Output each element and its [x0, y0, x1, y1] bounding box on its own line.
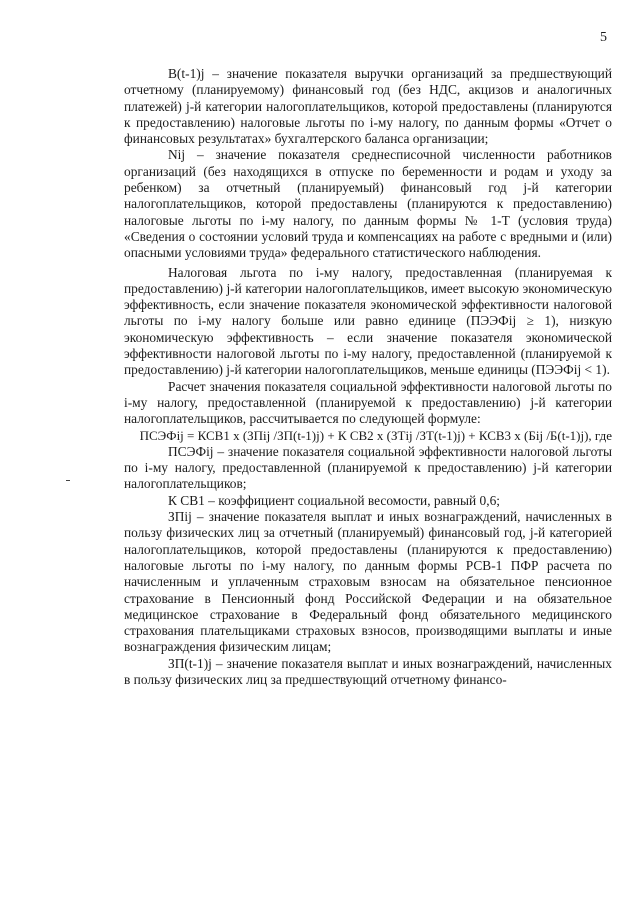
social-efficiency-formula: ПСЭФij = КСВ1 х (ЗПij /ЗП(t-1)j) + К СВ2 х (ЗТij /ЗТ(t-1)j) + КСВ3 х (Бij /Б(t-1)j), где — [139, 427, 612, 443]
definition-coefficient-ksv1: К СВ1 – коэффициент социальной весомости, равный 0,6; — [168, 492, 501, 508]
page-number: 5 — [600, 30, 607, 45]
definition-payments-current: ЗПij – значение показателя выплат и иных вознаграждений, начисленных в пользу физических лиц за отчетный (планируемый) финансовый год, j-й категорией налогоплательщиков, которой предоставлены (планируются к предоставлению) налоговые льготы по i-му налогу, по данным формы РСВ-1 ПФР расчета по начисленным и уплаченным страховым взносам на обязательное пенсионное страхование в Пенсионный фонд Российской Федерации и на обязательное медицинское страхование в Федеральный фонд обязательного медицинского страхования плательщиками страховых взносов, производящими выплаты и иные вознаграждения физическим лицам; — [124, 509, 612, 655]
definition-payments-previous: ЗП(t-1)j – значение показателя выплат и иных вознаграждений, начисленных в пользу физических лиц за предшествующий отчетному финансо- — [124, 655, 612, 687]
margin-mark — [66, 480, 70, 481]
paragraph-social-efficiency-intro: Расчет значения показателя социальной эффективности налоговой льготы по i-му налогу, предоставленной (планируемой к предоставлению) j-й категории налогоплательщиков, рассчитывается по следующей формуле: — [124, 378, 612, 427]
paragraph-economic-efficiency: Налоговая льгота по i-му налогу, предоставленная (планируемая к предоставлению) j-й категории налогоплательщиков, имеет высокую экономическую эффективность, если значение показателя экономической эффективности налоговой льготы по i-му налогу больше или равно единице (ПЭЭФij ≥ 1), низкую экономическую эффективность – если значение показателя экономической эффективности налоговой льготы по i-му налогу, предоставленной (планируемой к предоставлению) j-й категории налогоплательщиков, меньше единицы (ПЭЭФij < 1). — [124, 264, 612, 378]
paragraph-headcount-definition: Nij – значение показателя среднесписочной численности работников организаций (без находящихся в отпуске по беременности и родам и уходу за ребенком) за отчетный (планируемый) финансовый год j-й категории налогоплательщиков, которой предоставлены (планируются к предоставлению) налоговые льготы по i-му налогу, по данным формы № 1-Т (условия труда) «Сведения о состоянии условий труда и компенсациях на работе с вредными и (или) опасными условиями труда» федерального статистического наблюдения. — [124, 147, 612, 261]
paragraph-revenue-definition: В(t-1)j – значение показателя выручки организаций за предшествующий отчетному (планируемому) финансовый год (без НДС, акцизов и аналогичных платежей) j-й категории налогоплательщиков, которой предоставлены (планируются к предоставлению) налоговые льготы по i-му налогу, по данным формы «Отчет о финансовых результатах» бухгалтерского баланса организации; — [124, 66, 612, 147]
document-body — [124, 66, 612, 688]
definition-social-efficiency: ПСЭФij – значение показателя социальной эффективности налоговой льготы по i-му налогу, предоставленной (планируемой к предоставлению) j-й категории налогоплательщиков; — [124, 443, 612, 492]
